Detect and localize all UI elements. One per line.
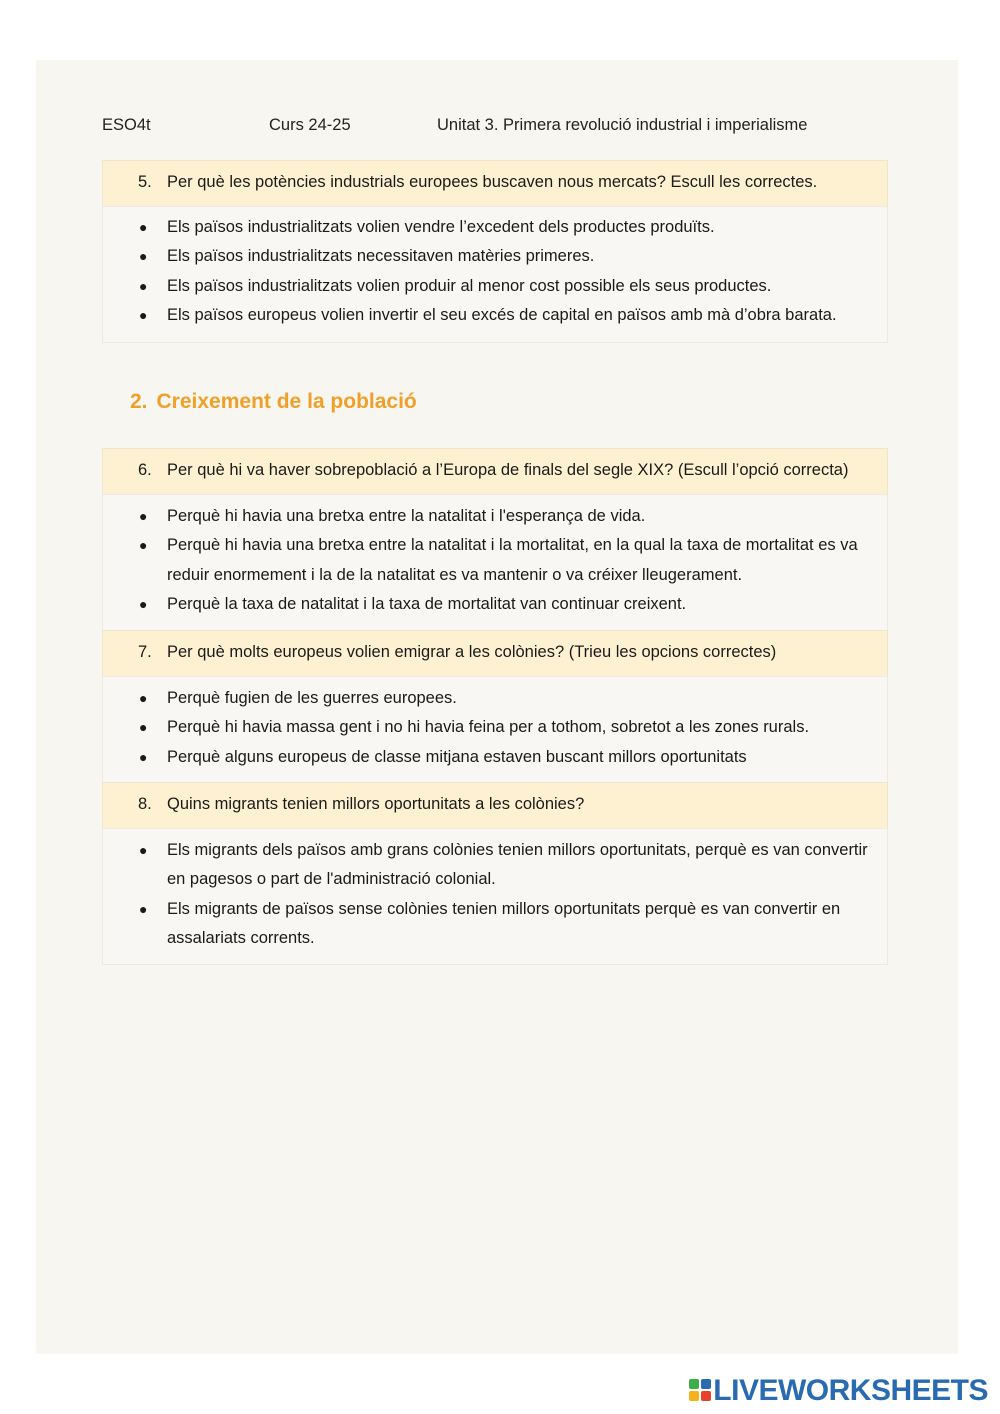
option-text: Perquè hi havia una bretxa entre la natalitat i la mortalitat, en la qual la taxa de mortalitat es va reduir enormement i la de la natalitat es va mantenir o va créixer lleugerament. — [167, 536, 858, 584]
question-text: Per què molts europeus volien emigrar a les colònies? (Trieu les opcions correctes) — [167, 643, 777, 661]
question-5-options — [102, 206, 888, 343]
question-6-options — [102, 494, 888, 632]
section-number: 2. — [130, 390, 148, 413]
bullet-icon: ● — [139, 900, 148, 917]
bullet-icon: ● — [139, 508, 148, 524]
option-item[interactable] — [103, 713, 887, 742]
option-item[interactable] — [103, 213, 887, 242]
question-number: 8. — [138, 795, 152, 813]
question-text: Per què les potències industrials europees buscaven nous mercats? Escull les correctes. — [167, 173, 818, 191]
bullet-icon: ● — [139, 306, 148, 323]
bullet-icon: ● — [139, 537, 148, 554]
question-5-header — [102, 160, 888, 207]
question-text: Per què hi va haver sobrepoblació a l’Europa de finals del segle XIX? (Escull l’opció correcta) — [167, 461, 849, 479]
bullet-icon: ● — [139, 690, 148, 706]
bullet-icon: ● — [139, 219, 148, 235]
question-7-header — [102, 630, 888, 677]
bullet-icon: ● — [139, 248, 148, 265]
option-item[interactable] — [103, 743, 887, 772]
option-text: Perquè fugien de les guerres europees. — [167, 689, 457, 707]
bullet-icon: ● — [139, 719, 148, 736]
option-text: Perquè hi havia massa gent i no hi havia feina per a tothom, sobretot a les zones rurals. — [167, 718, 810, 737]
grade-label: ESO4t — [102, 116, 151, 134]
logo-icon — [689, 1379, 711, 1403]
option-item[interactable] — [103, 684, 887, 713]
unit-label: Unitat 3. Primera revolució industrial i imperialisme — [437, 116, 808, 134]
question-7-options — [102, 676, 888, 784]
option-item[interactable] — [103, 301, 887, 330]
page-header — [102, 116, 902, 138]
option-text: Perquè la taxa de natalitat i la taxa de mortalitat van continuar creixent. — [167, 594, 687, 613]
option-item[interactable] — [103, 242, 887, 271]
option-text: Els països europeus volien invertir el seu excés de capital en països amb mà d’obra barata. — [167, 305, 837, 324]
question-8-options — [102, 828, 888, 965]
option-item[interactable] — [103, 590, 887, 619]
logo-text: LIVEWORKSHEETS — [713, 1374, 988, 1407]
logo-square — [701, 1379, 711, 1389]
option-text: Els països industrialitzats volien vendre l’excedent dels productes produïts. — [167, 218, 715, 236]
question-6-header — [102, 448, 888, 495]
question-8-header — [102, 782, 888, 829]
question-number: 6. — [138, 461, 152, 479]
option-item[interactable] — [103, 531, 887, 590]
bullet-icon: ● — [139, 748, 148, 765]
option-item[interactable] — [103, 272, 887, 301]
course-label: Curs 24-25 — [269, 116, 351, 134]
question-number: 5. — [138, 173, 152, 191]
bullet-icon: ● — [139, 277, 148, 294]
logo-square — [689, 1379, 699, 1389]
bullet-icon: ● — [139, 842, 148, 858]
option-text: Perquè alguns europeus de classe mitjana estaven buscant millors oportunitats — [167, 747, 747, 766]
option-text: Els països industrialitzats volien produir al menor cost possible els seus productes. — [167, 276, 772, 295]
option-item[interactable] — [103, 836, 887, 895]
logo-square — [701, 1391, 711, 1401]
option-text: Els països industrialitzats necessitaven matèries primeres. — [167, 247, 595, 266]
liveworksheets-logo[interactable] — [689, 1374, 988, 1408]
section-heading — [130, 390, 417, 414]
option-text: Els migrants dels països amb grans colònies tenien millors oportunitats, perquè es van convertir en pagesos o part de l'administració colonial. — [167, 841, 868, 889]
section-title: Creixement de la població — [156, 390, 417, 413]
logo-square — [689, 1391, 699, 1401]
question-text: Quins migrants tenien millors oportunitats a les colònies? — [167, 795, 585, 813]
option-text: Perquè hi havia una bretxa entre la natalitat i l'esperança de vida. — [167, 507, 646, 525]
question-number: 7. — [138, 643, 152, 661]
option-text: Els migrants de països sense colònies tenien millors oportunitats perquè es van convertir en assalariats corrents. — [167, 899, 841, 947]
bullet-icon: ● — [139, 595, 148, 612]
option-item[interactable] — [103, 502, 887, 531]
option-item[interactable] — [103, 895, 887, 954]
